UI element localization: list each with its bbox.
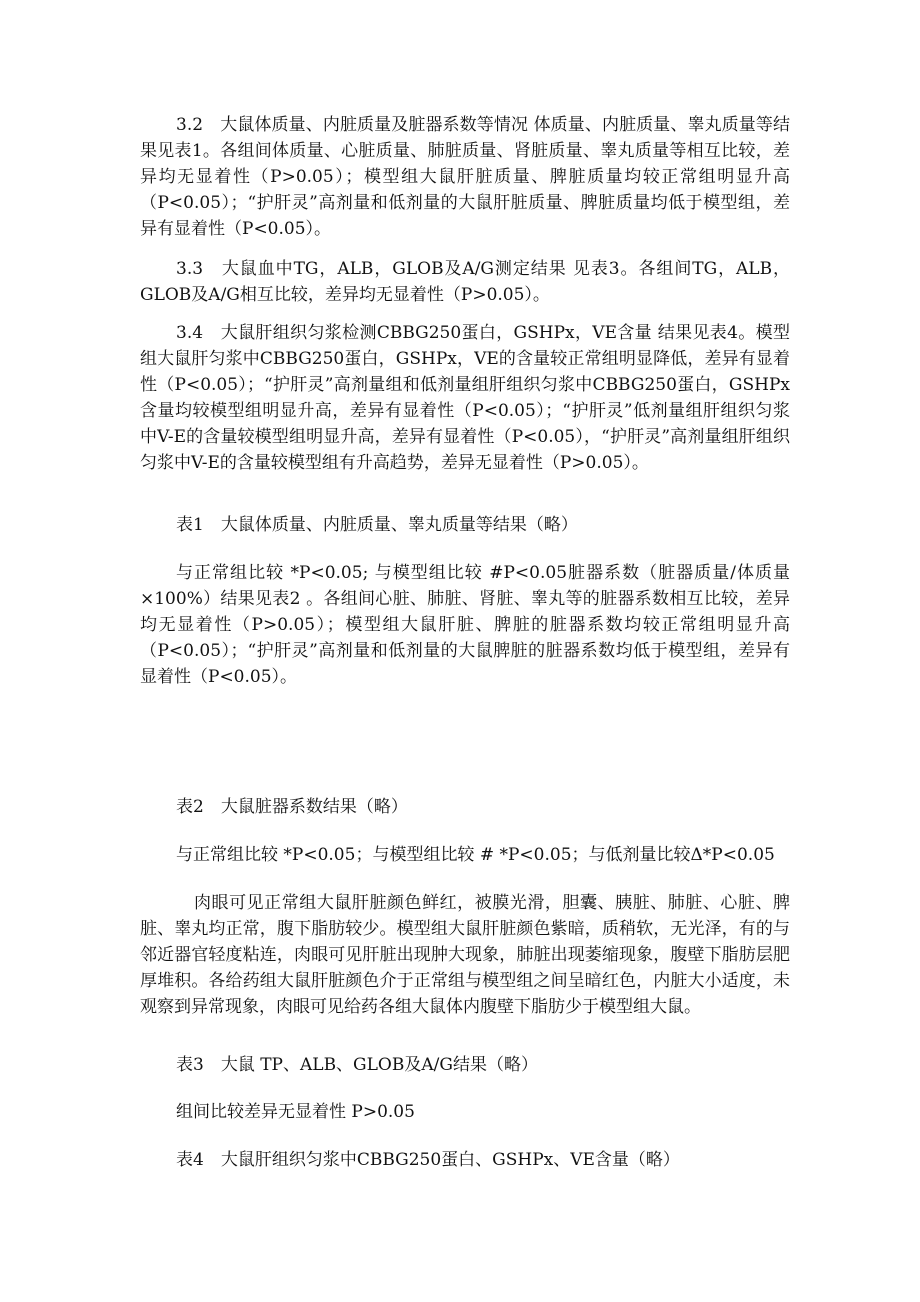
table-4-caption: 表4 大鼠肝组织匀浆中CBBG250蛋白、GSHPx、VE含量（略） (176, 1150, 680, 1170)
gross-observation-paragraph: 肉眼可见正常组大鼠肝脏颜色鲜红，被膜光滑，胆囊、胰脏、肺脏、心脏、脾脏、睾丸均正常，腹下脂肪较少。模型组大鼠肝脏颜色紫暗，质稍软，无光泽，有的与邻近器官轻度粘连，肉眼可见肝脏出现肿大现象，肺脏出现萎缩现象，腹壁下脂肪层肥厚堆积。各给药组大鼠肝脏颜色介于正常组与模型组之间呈暗红色，内脏大小适度，未观察到异常现象，肉眼可见给药各组大鼠体内腹壁下脂肪少于模型组大鼠。 (140, 893, 790, 1017)
table-3-note: 组间比较差异无显着性 P>0.05 (176, 1102, 415, 1122)
table-1-note-paragraph: 与正常组比较 *P<0.05; 与模型组比较 #P<0.05脏器系数（脏器质量/体质量×100%）结果见表2 。各组间心脏、肺脏、肾脏、睾丸等的脏器系数相互比较，差异均无显着性（P>0.05）；模型组大鼠肝脏、脾脏的脏器系数均较正常组明显升高（P<0.05）；“护肝灵”高剂量和低剂量的大鼠脾脏的脏器系数均低于模型组，差异有显着性（P<0.05）。 (140, 563, 790, 687)
paragraph-3-2: 3.2 大鼠体质量、内脏质量及脏器系数等情况 体质量、内脏质量、睾丸质量等结果见表1。各组间体质量、心脏质量、肺脏质量、肾脏质量、睾丸质量等相互比较，差异均无显着性（P>0.05）；模型组大鼠肝脏质量、脾脏质量均较正常组明显升高（P<0.05）；“护肝灵”高剂量和低剂量的大鼠肝脏质量、脾脏质量均低于模型组，差异有显着性（P<0.05）。 (140, 115, 790, 239)
table-2-caption: 表2 大鼠脏器系数结果（略） (176, 797, 408, 817)
table-2-note: 与正常组比较 *P<0.05；与模型组比较 # *P<0.05；与低剂量比较Δ*P<0.05 (176, 845, 775, 865)
paragraph-3-4: 3.4 大鼠肝组织匀浆检测CBBG250蛋白，GSHPx，VE含量 结果见表4。模型组大鼠肝匀浆中CBBG250蛋白，GSHPx，VE的含量较正常组明显降低，差异有显着性（P<0.05）；“护肝灵”高剂量组和低剂量组肝组织匀浆中CBBG250蛋白，GSHPx含量均较模型组明显升高，差异有显着性（P<0.05）；“护肝灵”低剂量组肝组织匀浆中V-E的含量较模型组明显升高，差异有显着性（P<0.05），“护肝灵”高剂量组肝组织匀浆中V-E的含量较模型组有升高趋势，差异无显着性（P>0.05）。 (140, 323, 790, 473)
table-1-caption: 表1 大鼠体质量、内脏质量、睾丸质量等结果（略） (176, 515, 578, 535)
paragraph-3-3: 3.3 大鼠血中TG，ALB，GLOB及A/G测定结果 见表3。各组间TG，ALB，GLOB及A/G相互比较，差异均无显着性（P>0.05）。 (140, 259, 790, 305)
table-3-caption: 表3 大鼠 TP、ALB、GLOB及A/G结果（略） (176, 1055, 538, 1075)
